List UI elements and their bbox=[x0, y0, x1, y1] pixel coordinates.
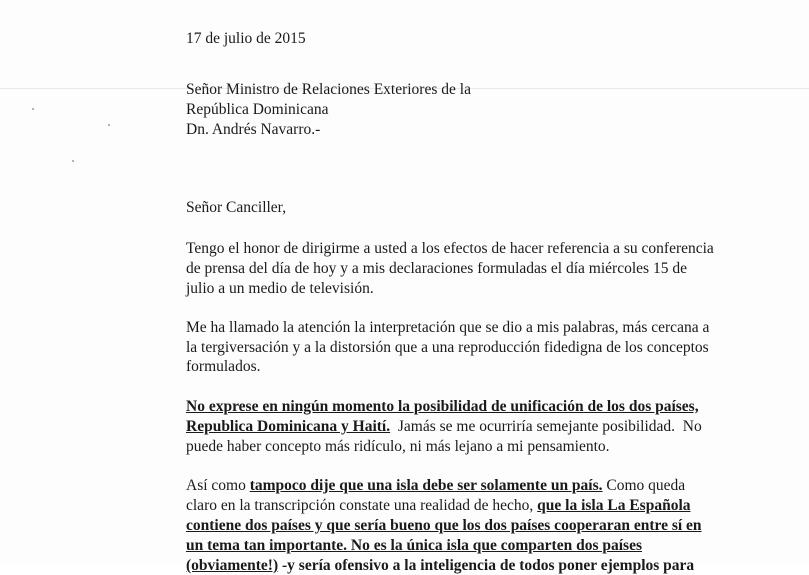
paragraph-line: julio a un medio de televisión. bbox=[186, 280, 374, 297]
emphasis-text: tampoco dije que una isla debe ser solamente un país. bbox=[249, 477, 603, 494]
paragraph-line bbox=[186, 556, 694, 575]
plain-text: -y sería ofensivo a la inteligencia de todos poner ejemplos para bbox=[278, 557, 695, 574]
emphasis-text: (obviamente!) bbox=[186, 557, 279, 574]
plain-text: Así como bbox=[186, 477, 250, 494]
paragraph-line: de prensa del día de hoy y a mis declaraciones formuladas el día miércoles 15 de bbox=[186, 260, 687, 277]
scan-speck bbox=[108, 124, 110, 126]
scan-speck bbox=[72, 160, 74, 162]
salutation: Señor Canciller, bbox=[186, 199, 287, 216]
emphasis-text: un tema tan importante. bbox=[186, 537, 348, 554]
paragraph-line bbox=[186, 417, 702, 436]
plain-text: Jamás se me ocurriría semejante posibilidad. No bbox=[390, 418, 702, 435]
paragraph-line bbox=[186, 536, 642, 555]
plain-text: Como queda bbox=[602, 477, 686, 494]
paragraph-line bbox=[186, 496, 691, 515]
paragraph-line: puede haber concepto más ridículo, ni más lejano a mi pensamiento. bbox=[186, 438, 610, 455]
plain-text: claro en la transcripción constate una realidad de hecho, bbox=[186, 497, 538, 514]
emphasis-line: contiene dos países y que sería bueno que los dos países cooperaran entre sí en bbox=[186, 517, 702, 534]
letter-date: 17 de julio de 2015 bbox=[186, 30, 306, 47]
emphasis-line: No exprese en ningún momento la posibilidad de unificación de los dos países, bbox=[186, 398, 699, 415]
paragraph-line: formulados. bbox=[186, 358, 261, 375]
recipient-line: República Dominicana bbox=[186, 101, 329, 118]
paragraph-line: la tergiversación y a la distorsión que a una reproducción fidedigna de los conceptos bbox=[186, 339, 709, 356]
paragraph-line: Tengo el honor de dirigirme a usted a los efectos de hacer referencia a su conferencia bbox=[186, 240, 714, 257]
paragraph-line: Me ha llamado la atención la interpretación que se dio a mis palabras, más cercana a bbox=[186, 319, 710, 336]
paragraph-line bbox=[186, 476, 685, 495]
recipient-line: Señor Ministro de Relaciones Exteriores de la bbox=[186, 81, 471, 98]
emphasis-text: Republica Dominicana y Haití. bbox=[186, 418, 391, 435]
emphasis-text: No es la única isla que comparten dos países bbox=[347, 537, 642, 554]
scan-speck bbox=[32, 108, 34, 110]
recipient-line: Dn. Andrés Navarro.- bbox=[186, 121, 321, 138]
emphasis-text: que la isla La Española bbox=[537, 497, 691, 514]
